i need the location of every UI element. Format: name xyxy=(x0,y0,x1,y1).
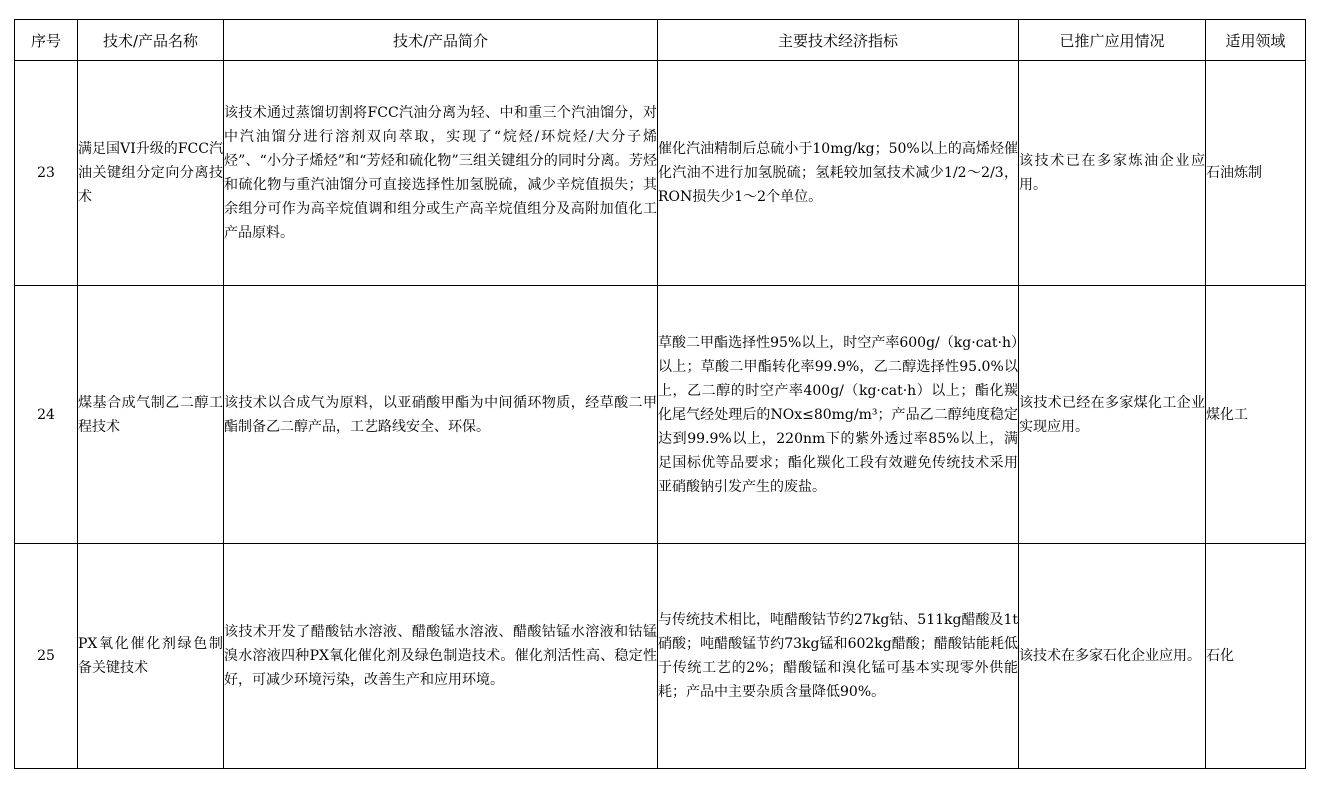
header-field: 适用领域 xyxy=(1206,20,1306,61)
tech-indicators: 催化汽油精制后总硫小于10mg/kg；50%以上的高烯烃催化汽油不进行加氢脱硫；氢耗较加氢技术减少1/2～2/3，RON损失少1～2个单位。 xyxy=(658,61,1019,286)
applicable-field: 石化 xyxy=(1206,544,1306,769)
application-status: 该技术已在多家炼油企业应用。 xyxy=(1019,61,1206,286)
technology-table xyxy=(14,19,1306,769)
header-number: 序号 xyxy=(15,20,78,61)
table-row xyxy=(15,544,1306,769)
row-number: 24 xyxy=(15,286,78,544)
tech-intro: 该技术开发了醋酸钴水溶液、醋酸锰水溶液、醋酸钴锰水溶液和钴锰溴水溶液四种PX氧化催化剂及绿色制造技术。催化剂活性高、稳定性好，可减少环境污染，改善生产和应用环境。 xyxy=(224,544,658,769)
header-intro: 技术/产品简介 xyxy=(224,20,658,61)
tech-intro: 该技术以合成气为原料，以亚硝酸甲酯为中间循环物质，经草酸二甲酯制备乙二醇产品，工艺路线安全、环保。 xyxy=(224,286,658,544)
table-row xyxy=(15,286,1306,544)
header-row xyxy=(15,20,1306,61)
application-status: 该技术在多家石化企业应用。 xyxy=(1019,544,1206,769)
application-status: 该技术已经在多家煤化工企业实现应用。 xyxy=(1019,286,1206,544)
header-name: 技术/产品名称 xyxy=(78,20,224,61)
tech-indicators: 草酸二甲酯选择性95%以上，时空产率600g/（kg·cat·h）以上；草酸二甲酯转化率99.9%，乙二醇选择性95.0%以上，乙二醇的时空产率400g/（kg·cat·h）以上；酯化羰化尾气经处理后的NOx≤80mg/m³；产品乙二醇纯度稳定达到99.9%以上，220nm下的紫外透过率85%以上，满足国标优等品要求；酯化羰化工段有效避免传统技术采用亚硝酸钠引发产生的废盐。 xyxy=(658,286,1019,544)
row-number: 25 xyxy=(15,544,78,769)
table-row xyxy=(15,61,1306,286)
header-indicators: 主要技术经济指标 xyxy=(658,20,1019,61)
tech-name: 满足国VI升级的FCC汽油关键组分定向分离技术 xyxy=(78,61,224,286)
tech-name: 煤基合成气制乙二醇工程技术 xyxy=(78,286,224,544)
tech-intro: 该技术通过蒸馏切割将FCC汽油分离为轻、中和重三个汽油馏分，对中汽油馏分进行溶剂双向萃取，实现了“烷烃/环烷烃/大分子烯烃”、“小分子烯烃”和“芳烃和硫化物”三组关键组分的同时分离。芳烃和硫化物与重汽油馏分可直接选择性加氢脱硫，减少辛烷值损失；其余组分可作为高辛烷值调和组分或生产高辛烷值组分及高附加值化工产品原料。 xyxy=(224,61,658,286)
row-number: 23 xyxy=(15,61,78,286)
header-status: 已推广应用情况 xyxy=(1019,20,1206,61)
tech-name: PX氧化催化剂绿色制备关键技术 xyxy=(78,544,224,769)
tech-indicators: 与传统技术相比，吨醋酸钴节约27kg钴、511kg醋酸及1t硝酸；吨醋酸锰节约73kg锰和602kg醋酸；醋酸钴能耗低于传统工艺的2%；醋酸锰和溴化锰可基本实现零外供能耗；产品中主要杂质含量降低90%。 xyxy=(658,544,1019,769)
applicable-field: 石油炼制 xyxy=(1206,61,1306,286)
applicable-field: 煤化工 xyxy=(1206,286,1306,544)
